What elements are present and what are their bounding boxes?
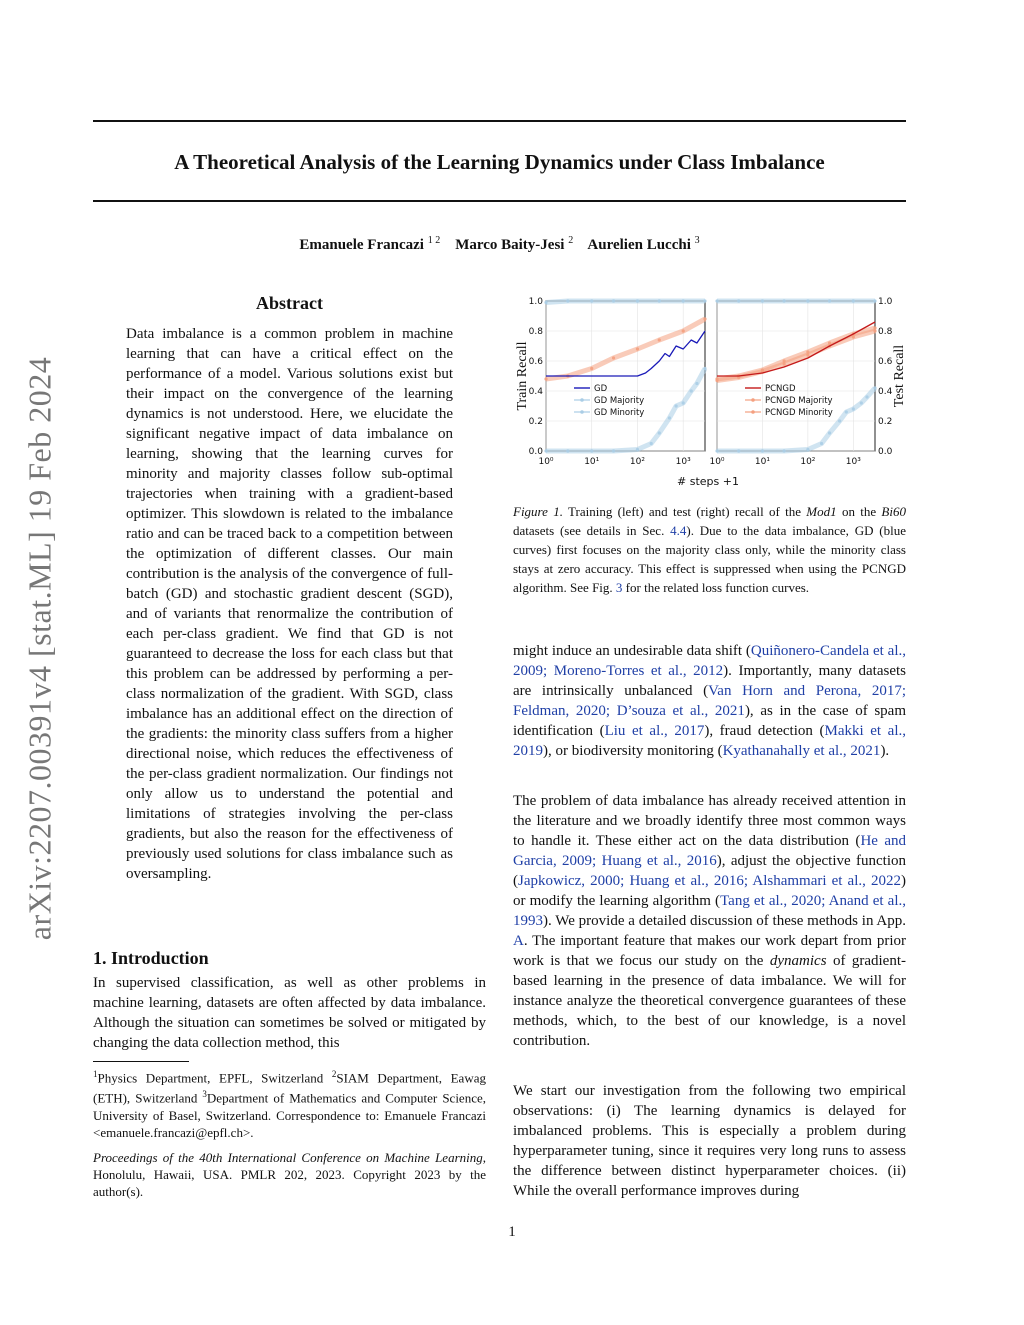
data-point <box>690 389 693 392</box>
data-point <box>852 407 855 410</box>
legend-marker <box>580 410 584 414</box>
series-line-gd-majority <box>546 301 705 303</box>
data-point <box>828 299 831 302</box>
right-paragraph-1 <box>513 641 906 761</box>
citation-link[interactable]: Liu et al., 2017 <box>604 723 705 739</box>
data-point <box>715 299 718 302</box>
chart-panel-right <box>709 297 892 467</box>
data-point <box>703 367 706 370</box>
legend-label: GD <box>594 384 608 394</box>
page-number: 1 <box>508 1224 516 1240</box>
figure-1 <box>505 288 915 493</box>
caption-text: datasets (see details in Sec. <box>513 523 671 538</box>
abstract-text: Data imbalance is a common problem in machine learning that can have a critical effect on the performance of a model. Various solutions exist but their impact on the convergence of the learning dynamics is not understood. Here, we elucidate the significant negative impact of data imbalance on learning, showing that the learning curves for minority and majority classes follow sub-optimal trajectories when training with a gradient-based optimizer. This slowdown is related to the imbalance ratio and can be traced back to a competition between the optimization of different classes. Our main contribution is the analysis of the convergence of full-batch (GD) and stochastic gradient descent (SGD), and of variants that renormalize the contribution of each per-class gradient. We find that GD is not guaranteed to decrease the loss for each class but that this problem can be addressed by performing a per-class normalization of the gradient. With SGD, class imbalance has an additional effect on the direction of the gradients: the minority class suffers from a higher directional noise, which reduces the effectiveness of the per-class gradient normalization. Our findings not only allow us to understand the potential and limitations of strategies involving the per-class gradients, but also the reason for the effectiveness of previously used solutions for class imbalance such as oversampling. <box>126 326 453 882</box>
legend-marker <box>751 398 755 402</box>
data-point <box>590 299 593 302</box>
data-point <box>590 449 593 452</box>
caption-text: for the related loss function curves. <box>622 580 810 595</box>
abstract-heading: Abstract <box>256 293 323 313</box>
legend-label: PCNGD Minority <box>765 408 833 418</box>
data-point <box>806 448 809 451</box>
paragraph-text: ) or modify the learning algorithm ( <box>513 873 906 909</box>
y-tick-label: 0.0 <box>878 447 893 457</box>
citation-link[interactable]: Quiñonero-Candela et al., 2009; Moreno-Torres et al., 2012 <box>513 643 906 679</box>
y-tick-label: 0.8 <box>878 327 893 337</box>
data-point <box>682 299 685 302</box>
data-point <box>783 449 786 452</box>
footnote-affiliation-2: SIAM Department, Eawag (ETH), Switzerland <box>93 1070 486 1106</box>
citation-link[interactable]: He and Garcia, 2009; Huang et al., 2016 <box>513 833 906 869</box>
data-point <box>783 362 786 365</box>
y-tick-label: 0.0 <box>528 447 543 457</box>
paragraph-text: might induce an undesirable data shift ( <box>513 643 751 659</box>
paragraph-text: ), adjust the objective function ( <box>513 853 906 889</box>
citation-link[interactable]: Kyathanahally et al., 2021 <box>722 743 881 759</box>
author-affiliation: 2 <box>568 235 574 246</box>
y-tick-label: 0.8 <box>528 327 543 337</box>
y-tick-label: 0.4 <box>878 387 893 397</box>
author-name: Marco Baity-Jesi <box>455 237 565 253</box>
caption-text: on the <box>836 504 882 519</box>
data-point <box>873 329 876 332</box>
data-point <box>852 335 855 338</box>
proceedings-note <box>93 1149 486 1200</box>
y-axis-label-left: Train Recall <box>515 341 530 411</box>
legend-marker <box>751 410 755 414</box>
emphasis-text: dynamics <box>769 953 827 969</box>
data-point <box>703 317 706 320</box>
paragraph-text: ). Importantly, many datasets are intrinsically unbalanced ( <box>513 663 906 699</box>
citation-link[interactable]: A <box>513 933 524 949</box>
data-point <box>828 431 831 434</box>
citation-link[interactable]: Makki et al., 2019 <box>513 723 906 759</box>
data-point <box>737 299 740 302</box>
data-point <box>873 299 876 302</box>
figure-link[interactable]: 3 <box>615 580 623 595</box>
x-tick-label: 10⁰ <box>709 457 725 467</box>
x-tick-label: 10⁰ <box>538 457 554 467</box>
paragraph-text: The problem of data imbalance has already received attention in the literature and we broadly identify three most common ways to handle it. These either act on the data distribution ( <box>513 793 906 849</box>
data-point <box>682 329 685 332</box>
data-point <box>838 419 841 422</box>
data-point <box>852 299 855 302</box>
x-tick-label: 10¹ <box>754 457 770 467</box>
caption-label: Figure 1. <box>513 504 563 519</box>
y-tick-label: 0.6 <box>878 357 893 367</box>
author-name: Emanuele Francazi <box>299 237 424 253</box>
y-axis-label-right: Test Recall <box>892 344 907 408</box>
data-point <box>761 449 764 452</box>
data-point <box>715 379 718 382</box>
data-point <box>737 449 740 452</box>
data-point <box>668 416 671 419</box>
arxiv-identifier: arXiv:2207.00391v4 [stat.ML] 19 Feb 2024 <box>21 356 58 941</box>
data-point <box>544 449 547 452</box>
author-affiliation: 3 <box>694 235 700 246</box>
section-link[interactable]: 4.4 <box>670 523 687 538</box>
data-point <box>806 353 809 356</box>
y-tick-label: 1.0 <box>878 297 893 307</box>
citation-link[interactable]: Tang et al., 2020; Anand et al., 1993 <box>513 893 906 929</box>
author-affiliation: 1 2 <box>427 235 441 246</box>
data-point <box>636 347 639 350</box>
paragraph-text: ), or biodiversity monitoring ( <box>543 743 723 759</box>
data-point <box>636 299 639 302</box>
author-list <box>93 235 906 254</box>
chart-panel-left <box>529 297 707 467</box>
proceedings-venue: Proceedings of the 40th International Conference on Machine Learning <box>93 1150 483 1165</box>
data-point <box>658 431 661 434</box>
x-tick-label: 10³ <box>845 457 861 467</box>
legend-label: GD Minority <box>594 408 645 418</box>
paragraph-text: ), as in the case of spam identification ( <box>513 703 906 739</box>
caption-model: Mod1 <box>806 504 837 519</box>
data-point <box>806 299 809 302</box>
caption-dataset: Bi60 <box>881 504 906 519</box>
x-tick-label: 10¹ <box>584 457 600 467</box>
legend-marker <box>580 398 584 402</box>
citation-link[interactable]: Japkowicz, 2000; Huang et al., 2016; Alshammari et al., 2022 <box>518 873 901 889</box>
intro-paragraph: In supervised classification, as well as other problems in machine learning, datasets are often affected by data imbalance. Although the situation can sometimes be solved or mitigated by changing the data collection method, this <box>93 975 486 1051</box>
right-paragraph-3: We start our investigation from the following two empirical observations: (i) The learning dynamics is delayed for imbalanced problems. This is especially a problem during hyperparameter tuning, since it requires very long runs to assess the difference between distinct hyperparameter choices. (ii) While the overall performance improves during <box>513 1083 906 1199</box>
data-point <box>566 299 569 302</box>
data-point <box>544 377 547 380</box>
y-tick-label: 0.2 <box>528 417 543 427</box>
data-point <box>860 401 863 404</box>
proceedings-details: , Honolulu, Hawaii, USA. PMLR 202, 2023. Copyright 2023 by the author(s). <box>93 1150 486 1199</box>
paragraph-text: of gradient-based learning in the presence of data imbalance. We will for instance analyze the theoretical convergence guarantees of these methods, which, to the best of our knowledge, is a novel contribution. <box>513 953 906 1049</box>
x-axis-label: # steps +1 <box>677 475 739 488</box>
y-tick-label: 0.4 <box>528 387 543 397</box>
legend-label: PCNGD Majority <box>765 396 833 406</box>
legend-label: PCNGD <box>765 384 796 394</box>
citation-link[interactable]: Van Horn and Perona, 2017; Feldman, 2020; D’souza et al., 2021 <box>513 683 906 719</box>
paper-title: A Theoretical Analysis of the Learning Dynamics under Class Imbalance <box>174 150 825 174</box>
data-point <box>783 299 786 302</box>
data-point <box>650 442 653 445</box>
caption-text: Training (left) and test (right) recall of the <box>562 504 807 519</box>
affiliation-footnote: $^1$Physics Department, EPFL, Switzerland $^2$SIAM Department, Eawag (ETH), Switzerland $^3$Department of Mathematics and Computer Science, University of Basel, Switzerland. Correspondence to: Emanuele Francazi <emanuele.francazi@epfl.ch>. <box>93 1069 486 1140</box>
data-point <box>612 356 615 359</box>
data-point <box>865 395 868 398</box>
data-point <box>544 301 547 304</box>
x-tick-label: 10³ <box>675 457 691 467</box>
paragraph-text: . The important feature that makes our work depart from prior work is that we focus our study on the <box>513 933 906 969</box>
y-tick-label: 0.6 <box>528 357 543 367</box>
x-tick-label: 10² <box>629 457 645 467</box>
footnote-affiliation-3: Department of Mathematics and Computer Science, University of Basel, Switzerland. Correspondence to: Emanuele Francazi <emanuele.francazi@epfl.ch>. <box>93 1090 486 1140</box>
top-rule <box>93 120 906 122</box>
data-point <box>590 367 593 370</box>
data-point <box>695 382 698 385</box>
paragraph-text: ). We provide a detailed discussion of these methods in App. <box>543 913 906 929</box>
legend-label: GD Majority <box>594 396 645 406</box>
data-point <box>845 410 848 413</box>
paragraph-text: ), fraud detection ( <box>704 723 825 739</box>
title-bottom-rule <box>93 200 906 202</box>
author-name: Aurelien Lucchi <box>587 237 691 253</box>
y-tick-label: 0.2 <box>878 417 893 427</box>
data-point <box>674 404 677 407</box>
data-point <box>715 449 718 452</box>
section-heading: 1. Introduction <box>93 948 209 968</box>
data-point <box>658 299 661 302</box>
x-tick-label: 10² <box>800 457 816 467</box>
data-point <box>612 299 615 302</box>
footnote-affiliation-1: Physics Department, EPFL, Switzerland <box>97 1070 332 1086</box>
data-point <box>636 448 639 451</box>
footnote-rule <box>93 1061 189 1062</box>
data-point <box>873 386 876 389</box>
data-point <box>612 449 615 452</box>
data-point <box>658 338 661 341</box>
figure-caption <box>513 502 906 597</box>
paragraph-text: ). <box>880 743 890 759</box>
data-point <box>703 299 706 302</box>
data-point <box>820 442 823 445</box>
right-paragraph-2 <box>513 791 906 1051</box>
y-tick-label: 1.0 <box>528 297 543 307</box>
caption-text: ). Due to the data imbalance, GD (blue curves) first focuses on the majority class only, while the minority class stays at zero accuracy. This effect is suppressed when using the PCNGD algorithm. See Fig. <box>513 523 906 595</box>
data-point <box>566 449 569 452</box>
data-point <box>682 401 685 404</box>
data-point <box>761 299 764 302</box>
